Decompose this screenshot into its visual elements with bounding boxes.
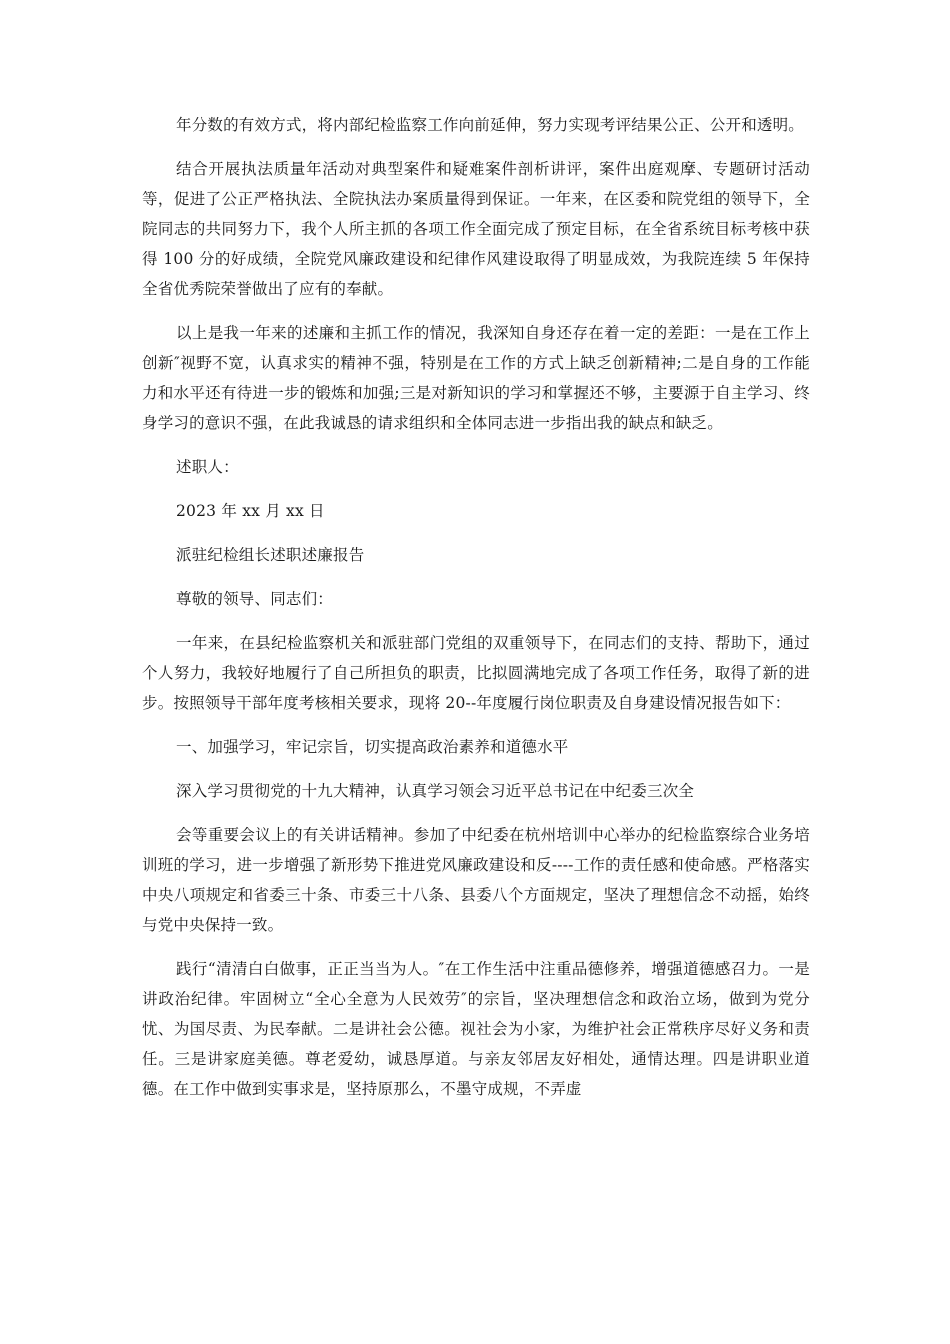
- document-body: [142, 110, 810, 1118]
- report-date: 2023 年 xx 月 xx 日: [176, 502, 325, 520]
- signer-label: 述职人：: [176, 458, 239, 476]
- section-heading-1: 一、加强学习，牢记宗旨，切实提高政治素养和道德水平: [176, 738, 569, 756]
- paragraph-1: 年分数的有效方式，将内部纪检监察工作向前延伸，努力实现考评结果公正、公开和透明。: [176, 116, 805, 134]
- paragraph-study: 深入学习贯彻党的十九大精神，认真学习领会习近平总书记在中纪委三次全: [176, 782, 695, 800]
- paragraph-ethics: 践行“清清白白做事，正正当当为人。″在工作生活中注重品德修养，增强道德感召力。一是讲政治纪律。牢固树立“全心全意为人民效劳″的宗旨，坚决理想信念和政治立场，做到为党分忧、为国尽责、为民奉献。二是讲社会公德。视社会为小家，为维护社会正常秩序尽好义务和责任。三是讲家庭美德。尊老爱幼，诚恳厚道。与亲友邻居友好相处，通情达理。四是讲职业道德。在工作中做到实事求是，坚持原那么，不墨守成规，不弄虚: [142, 960, 810, 1098]
- paragraph-meetings: 会等重要会议上的有关讲话精神。参加了中纪委在杭州培训中心举办的纪检监察综合业务培训班的学习，进一步增强了新形势下推进党风廉政建设和反----工作的责任感和使命感。严格落实中央八项规定和省委三十条、市委三十八条、县委八个方面规定，坚决了理想信念不动摇，始终与党中央保持一致。: [142, 826, 810, 934]
- paragraph-3: 以上是我一年来的述廉和主抓工作的情况，我深知自身还存在着一定的差距：一是在工作上创新″视野不宽，认真求实的精神不强，特别是在工作的方式上缺乏创新精神;二是自身的工作能力和水平还有待进一步的锻炼和加强;三是对新知识的学习和掌握还不够，主要源于自主学习、终身学习的意识不强，在此我诚恳的请求组织和全体同志进一步指出我的缺点和缺乏。: [142, 324, 810, 432]
- paragraph-2: 结合开展执法质量年活动对典型案件和疑难案件剖析讲评，案件出庭观摩、专题研讨活动等，促进了公正严格执法、全院执法办案质量得到保证。一年来，在区委和院党组的领导下，全院同志的共同努力下，我个人所主抓的各项工作全面完成了预定目标，在全省系统目标考核中获得 100 分的好成绩，全院党风廉政建设和纪律作风建设取得了明显成效，为我院连续 5 年保持全省优秀院荣誉做出了应有的奉献。: [142, 160, 810, 298]
- salutation: 尊敬的领导、同志们：: [176, 590, 334, 608]
- paragraph-intro: 一年来，在县纪检监察机关和派驻部门党组的双重领导下，在同志们的支持、帮助下，通过个人努力，我较好地履行了自己所担负的职责，比拟圆满地完成了各项工作任务，取得了新的进步。按照领导干部年度考核相关要求，现将 20--年度履行岗位职责及自身建设情况报告如下：: [142, 634, 810, 712]
- report-title: 派驻纪检组长述职述廉报告: [176, 546, 365, 564]
